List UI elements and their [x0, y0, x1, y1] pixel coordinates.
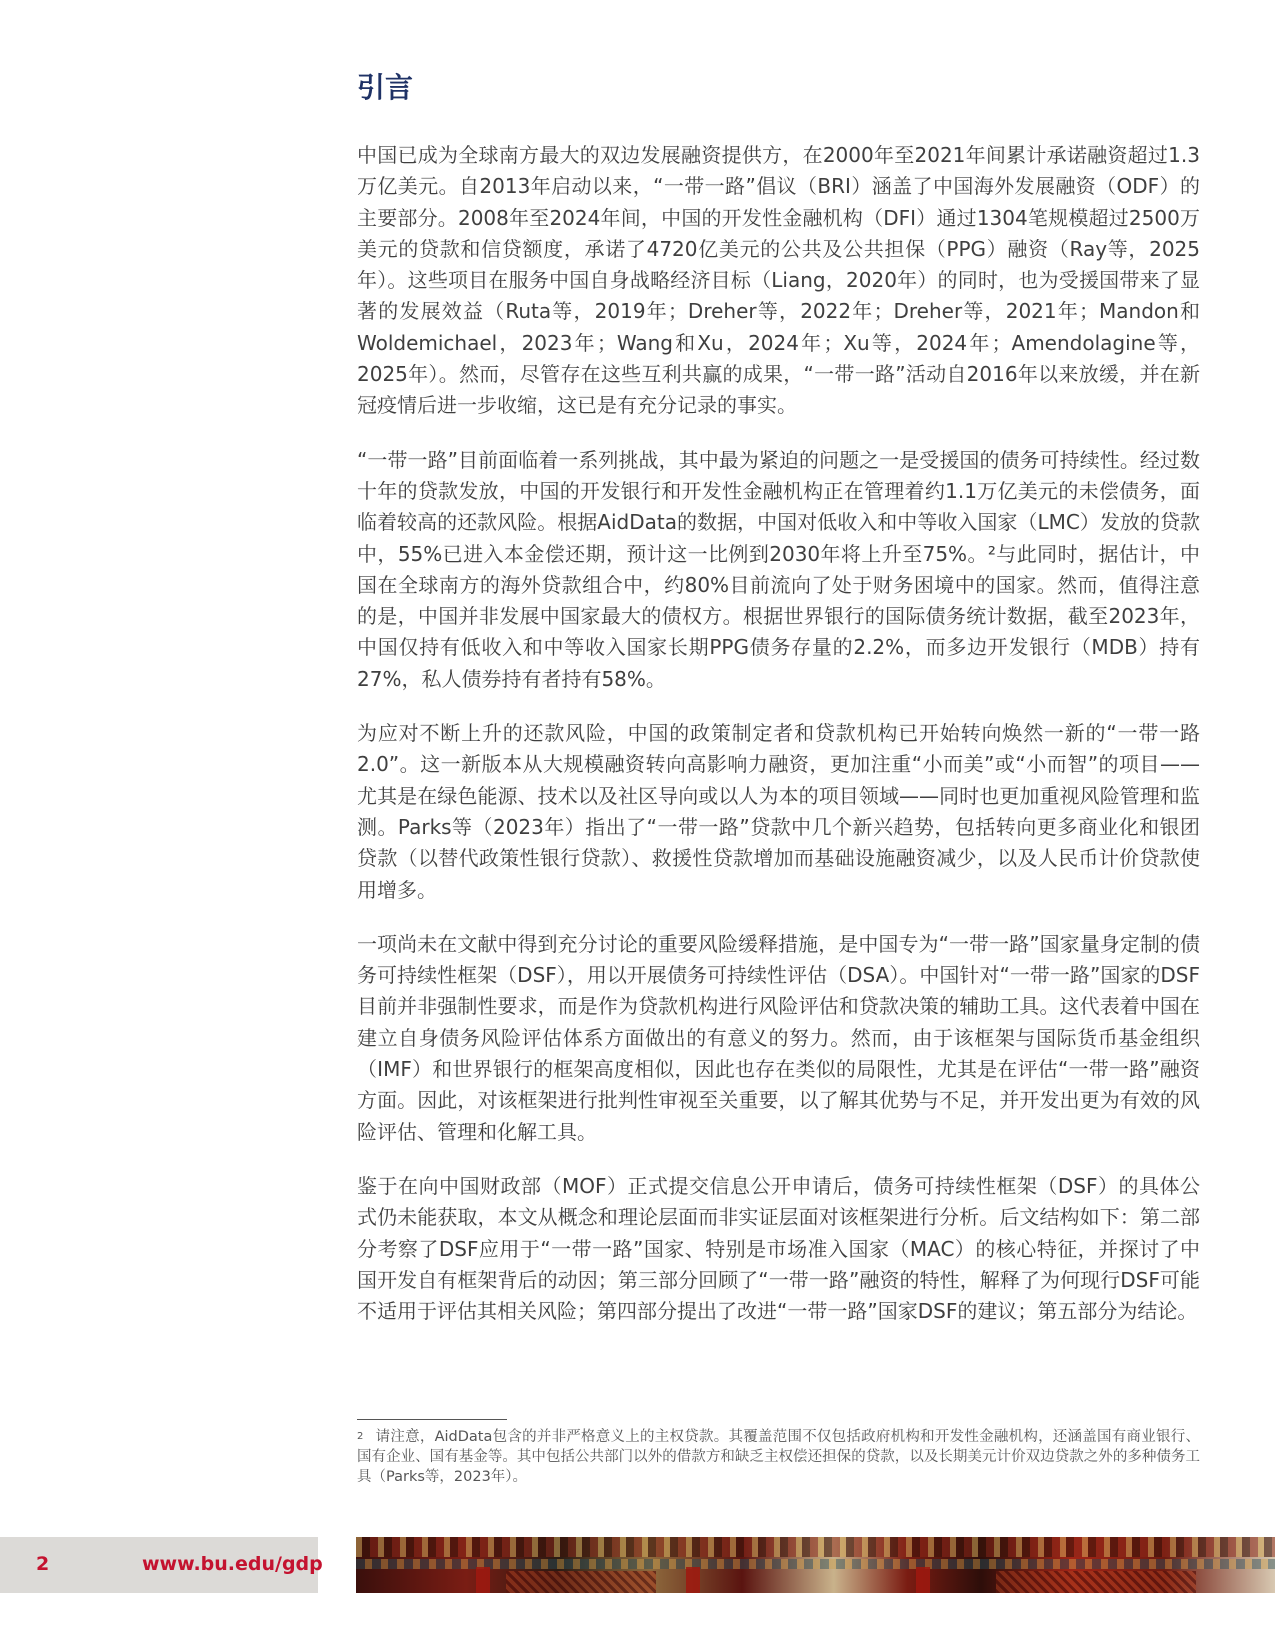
- footnote-text: 请注意，AidData包含的并非严格意义上的主权贷款。其覆盖范围不仅包括政府机构和开发性金融机构，还涵盖国有商业银行、国有企业、国有基金等。其中包括公共部门以外的借款方和缺乏主权偿还担保的贷款，以及长期美元计价双边贷款之外的多种债务工具（Parks等，2023年）。: [357, 1429, 1200, 1485]
- footer-architecture-image: [356, 1537, 1275, 1593]
- footnote-divider: [357, 1419, 507, 1420]
- body-text: [357, 140, 1200, 1327]
- eave-pattern: [356, 1537, 1275, 1557]
- page-number: 2: [36, 1553, 50, 1575]
- paragraph: 鉴于在向中国财政部（MOF）正式提交信息公开申请后，债务可持续性框架（DSF）的具体公式仍未能获取，本文从概念和理论层面而非实证层面对该框架进行分析。后文结构如下：第二部分考察了DSF应用于“一带一路”国家、特别是市场准入国家（MAC）的核心特征，并探讨了中国开发自有框架背后的动因；第三部分回顾了“一带一路”融资的特性，解释了为何现行DSF可能不适用于评估其相关风险；第四部分提出了改进“一带一路”国家DSF的建议；第五部分为结论。: [357, 1173, 1200, 1324]
- pillar: [686, 1567, 700, 1593]
- bracket-pattern: [356, 1559, 1275, 1569]
- pillar: [476, 1567, 490, 1593]
- pillar: [916, 1567, 930, 1593]
- paragraph: 一项尚未在文献中得到充分讨论的重要风险缓释措施，是中国专为“一带一路”国家量身定制的债务可持续性框架（DSF），用以开展债务可持续性评估（DSA）。中国针对“一带一路”国家的DSF目前并非强制性要求，而是作为贷款机构进行风险评估和贷款决策的辅助工具。这代表着中国在建立自身债务风险评估体系方面做出的有意义的努力。然而，由于该框架与国际货币基金组织（IMF）和世界银行的框架高度相似，因此也存在类似的局限性，尤其是在评估“一带一路”融资方面。因此，对该框架进行批判性审视至关重要，以了解其优势与不足，并开发出更为有效的风险评估、管理和化解工具。: [357, 931, 1200, 1144]
- paragraph: 中国已成为全球南方最大的双边发展融资提供方，在2000年至2021年间累计承诺融资超过1.3万亿美元。自2013年启动以来，“一带一路”倡议（BRI）涵盖了中国海外发展融资（ODF）的主要部分。2008年至2024年间，中国的开发性金融机构（DFI）通过1304笔规模超过2500万美元的贷款和信贷额度，承诺了4720亿美元的公共及公共担保（PPG）融资（Ray等，2025年）。这些项目在服务中国自身战略经济目标（Liang，2020年）的同时，也为受援国带来了显著的发展效益（Ruta等，2019年；Dreher等，2022年；Dreher等，2021年；Mandon和Woldemichael，2023年；Wang和Xu，2024年；Xu等，2024年；Amendolagine等，2025年）。然而，尽管存在这些互利共赢的成果，“一带一路”活动自2016年以来放缓，并在新冠疫情后进一步收缩，这已是有充分记录的事实。: [357, 143, 1200, 418]
- paragraph: “一带一路”目前面临着一系列挑战，其中最为紧迫的问题之一是受援国的债务可持续性。经过数十年的贷款发放，中国的开发银行和开发性金融机构正在管理着约1.1万亿美元的未偿债务，面临着较高的还款风险。根据AidData的数据，中国对低收入和中等收入国家（LMC）发放的贷款中，55%已进入本金偿还期，预计这一比例到2030年将上升至75%。²与此同时，据估计，中国在全球南方的海外贷款组合中，约80%目前流向了处于财务困境中的国家。然而，值得注意的是，中国并非发展中国家最大的债权方。根据世界银行的国际债务统计数据，截至2023年，中国仅持有低收入和中等收入国家长期PPG债务存量的2.2%，而多边开发银行（MDB）持有27%，私人债券持有者持有58%。: [357, 447, 1200, 691]
- section-heading: 引言: [357, 71, 414, 104]
- lattice-window: [996, 1571, 1196, 1593]
- paragraph: 为应对不断上升的还款风险，中国的政策制定者和贷款机构已开始转向焕然一新的“一带一路2.0”。这一新版本从大规模融资转向高影响力融资，更加注重“小而美”或“小而智”的项目——尤其是在绿色能源、技术以及社区导向或以人为本的项目领域——同时也更加重视风险管理和监测。Parks等（2023年）指出了“一带一路”贷款中几个新兴趋势，包括转向更多商业化和银团贷款（以替代政策性银行贷款）、救援性贷款增加而基础设施融资减少，以及人民币计价贷款使用增多。: [357, 721, 1200, 902]
- lattice-window: [506, 1571, 656, 1593]
- footnote-marker: 2: [357, 1431, 364, 1442]
- footnote: [357, 1427, 1200, 1487]
- footer-url-link[interactable]: www.bu.edu/gdp: [142, 1553, 323, 1575]
